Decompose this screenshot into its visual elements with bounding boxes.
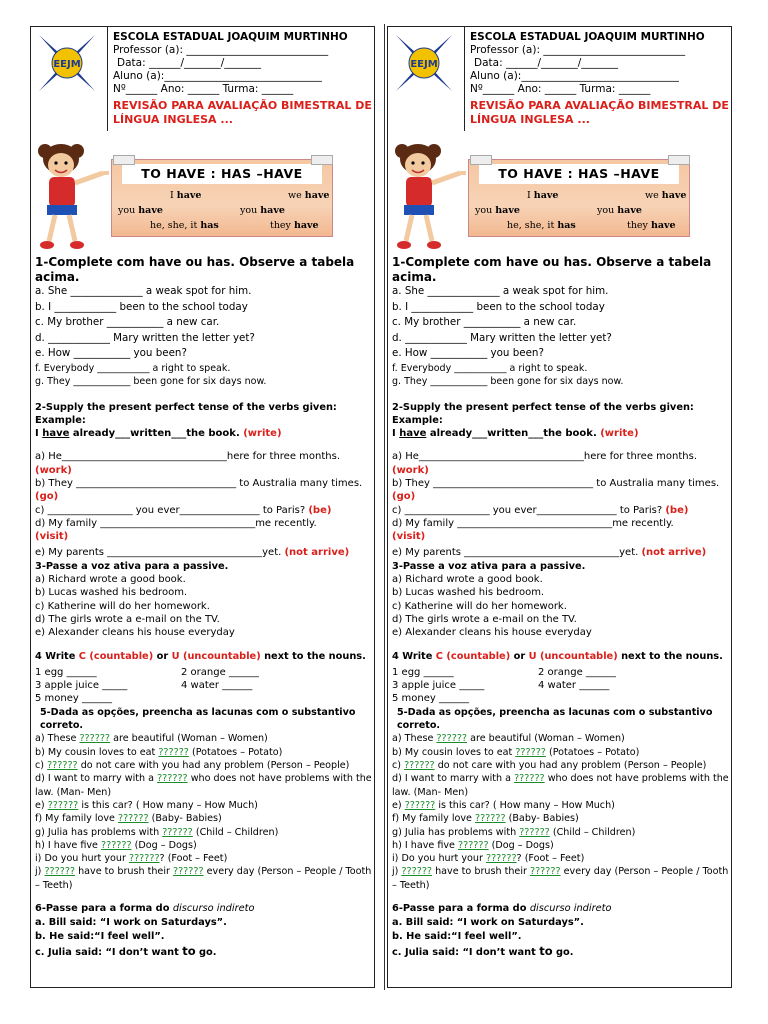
q4-noun[interactable]: 5 money ______ bbox=[392, 692, 469, 704]
q1-item[interactable]: g. They ____________ been gone for six days now. bbox=[392, 376, 624, 387]
q1-title: 1-Complete com have ou has. Observe a tabela acima. bbox=[392, 255, 712, 284]
q2-item[interactable]: b) They ________________________________ to Australia many times. (go) bbox=[392, 477, 720, 503]
school-name: ESCOLA ESTADUAL JOAQUIM MURTINHO bbox=[113, 31, 348, 43]
q5-title: 5-Dada as opções, preencha as lacunas com o substantivo correto. bbox=[40, 706, 356, 732]
q3-item[interactable]: e) Alexander cleans his house everyday bbox=[35, 627, 235, 639]
header-text bbox=[113, 31, 375, 127]
date-field[interactable]: Data: ______/_______/_______ bbox=[474, 57, 619, 69]
q4-noun[interactable]: 4 water ______ bbox=[181, 679, 253, 691]
q2-title: 2-Supply the present perfect tense of the verbs given: bbox=[392, 401, 694, 413]
q5-item[interactable]: f) My family love ?????? (Baby- Babies) bbox=[392, 813, 579, 825]
q5-item[interactable]: e) ?????? is this car? ( How many – How Much) bbox=[35, 799, 258, 811]
q6 bbox=[35, 902, 373, 960]
worksheet-right bbox=[387, 26, 732, 988]
girl-illustration-icon bbox=[35, 137, 111, 253]
q3-item[interactable]: a) Richard wrote a good book. bbox=[35, 574, 186, 586]
q5-item[interactable]: c) ?????? do not care with you had any problem (Person – People) bbox=[392, 760, 707, 772]
q1-list bbox=[35, 284, 373, 389]
q1-item[interactable]: e. How ___________ you been? bbox=[35, 347, 187, 359]
logo-box bbox=[31, 27, 108, 131]
number-year-class-field[interactable]: Nº______ Ano: ______ Turma: ______ bbox=[113, 83, 294, 95]
revision-title: REVISÃO PARA AVALIAÇÃO BIMESTRAL DE LÍNGUA INGLESA ... bbox=[470, 99, 729, 126]
q5-item[interactable]: h) I have five ?????? (Dog – Dogs) bbox=[392, 839, 554, 851]
q5-item[interactable]: e) ?????? is this car? ( How many – How Much) bbox=[392, 799, 615, 811]
logo-letters: EEJM bbox=[53, 59, 81, 70]
logo-letters: EEJM bbox=[410, 59, 438, 70]
q3-item[interactable]: c) Katherine will do her homework. bbox=[35, 600, 210, 612]
q1-list bbox=[392, 284, 730, 389]
q2-title: 2-Supply the present perfect tense of the verbs given: bbox=[35, 401, 337, 413]
q2-item[interactable]: c) _________________ you ever________________ to Paris? (be) bbox=[392, 504, 689, 516]
q2-item[interactable]: b) They ________________________________ to Australia many times. (go) bbox=[35, 477, 363, 503]
q5-item[interactable]: g) Julia has problems with ?????? (Child – Children) bbox=[392, 826, 636, 838]
q2-item[interactable]: c) _________________ you ever________________ to Paris? (be) bbox=[35, 504, 332, 516]
q5-item[interactable]: d) I want to marry with a ?????? who does not have problems with the law. (Man- Men) bbox=[35, 773, 372, 798]
q1-item[interactable]: b. I ____________ been to the school today bbox=[35, 300, 248, 313]
q6 bbox=[392, 902, 730, 960]
have-has-table bbox=[468, 159, 690, 237]
q3-item[interactable]: e) Alexander cleans his house everyday bbox=[392, 627, 592, 639]
row-we: we have bbox=[645, 190, 687, 201]
row-i: I have bbox=[170, 190, 202, 201]
q1-item[interactable]: c. My brother ___________ a new car. bbox=[392, 316, 577, 328]
q4-nouns bbox=[35, 666, 373, 706]
table-title: TO HAVE : HAS –HAVE bbox=[122, 164, 322, 184]
q2-example: I have already___written___the book. (write) bbox=[392, 428, 639, 440]
q2-example-label: Example: bbox=[35, 414, 86, 426]
q3-title: 3-Passe a voz ativa para a passive. bbox=[392, 560, 586, 572]
q6-title: 6-Passe para a forma do discurso indireto bbox=[392, 903, 612, 914]
q4-noun[interactable]: 2 orange ______ bbox=[538, 666, 616, 678]
q6-item[interactable]: c. Julia said: “I don’t want to go. bbox=[35, 944, 217, 958]
q4-title: 4 Write C (countable) or U (uncountable) next to the nouns. bbox=[35, 650, 366, 662]
q6-item[interactable]: b. He said:“I feel well”. bbox=[392, 931, 522, 942]
q5-item[interactable]: b) My cousin loves to eat ?????? (Potatoes – Potato) bbox=[35, 746, 283, 758]
q2-item[interactable]: e) My parents _______________________________yet. (not arrive) bbox=[35, 547, 350, 559]
q4-noun[interactable]: 4 water ______ bbox=[538, 679, 610, 691]
q3-item[interactable]: a) Richard wrote a good book. bbox=[392, 574, 543, 586]
q3-item[interactable]: c) Katherine will do her homework. bbox=[392, 600, 567, 612]
q6-item[interactable]: a. Bill said: “I work on Saturdays”. bbox=[392, 917, 584, 928]
pin-left bbox=[470, 155, 492, 165]
q1-item[interactable]: g. They ____________ been gone for six days now. bbox=[35, 376, 267, 387]
student-field[interactable]: Aluno (a):______________________________ bbox=[113, 70, 322, 82]
row-i: I have bbox=[527, 190, 559, 201]
q5-item[interactable]: h) I have five ?????? (Dog – Dogs) bbox=[35, 839, 197, 851]
header bbox=[388, 27, 733, 131]
number-year-class-field[interactable]: Nº______ Ano: ______ Turma: ______ bbox=[470, 83, 651, 95]
row-we: we have bbox=[288, 190, 330, 201]
q5-item[interactable]: c) ?????? do not care with you had any problem (Person – People) bbox=[35, 760, 350, 772]
q6-item[interactable]: b. He said:“I feel well”. bbox=[35, 931, 165, 942]
q4-noun[interactable]: 2 orange ______ bbox=[181, 666, 259, 678]
exercises bbox=[392, 255, 730, 960]
q1-item[interactable]: b. I ____________ been to the school today bbox=[392, 300, 605, 313]
q2-example-label: Example: bbox=[392, 414, 443, 426]
q5-item[interactable]: f) My family love ?????? (Baby- Babies) bbox=[35, 813, 222, 825]
q4-noun[interactable]: 5 money ______ bbox=[35, 692, 112, 704]
q6-title: 6-Passe para a forma do discurso indireto bbox=[35, 903, 255, 914]
q1-item[interactable]: d. ____________ Mary written the letter yet? bbox=[35, 331, 255, 344]
worksheet-left bbox=[30, 26, 375, 988]
q4-nouns bbox=[392, 666, 730, 706]
q5-item[interactable]: b) My cousin loves to eat ?????? (Potatoes – Potato) bbox=[392, 746, 640, 758]
q1-item[interactable]: e. How ___________ you been? bbox=[392, 347, 544, 359]
q5-item[interactable]: d) I want to marry with a ?????? who does not have problems with the law. (Man- Men) bbox=[392, 773, 729, 798]
q3-item[interactable]: d) The girls wrote a e-mail on the TV. bbox=[35, 613, 220, 625]
pin-right bbox=[311, 155, 333, 165]
professor-field[interactable]: Professor (a): ___________________________ bbox=[113, 44, 329, 56]
q2-example: I have already___written___the book. (write) bbox=[35, 428, 282, 440]
revision-title: REVISÃO PARA AVALIAÇÃO BIMESTRAL DE LÍNGUA INGLESA ... bbox=[113, 99, 372, 126]
q2-item[interactable]: a) He_________________________________here for three months. (work) bbox=[35, 451, 340, 476]
pin-right bbox=[668, 155, 690, 165]
q5-title: 5-Dada as opções, preencha as lacunas com o substantivo correto. bbox=[397, 706, 713, 732]
q2-item[interactable]: d) My family _______________________________me recently. (visit) bbox=[35, 517, 317, 543]
q1-item[interactable]: c. My brother ___________ a new car. bbox=[35, 316, 220, 328]
row-they: they have bbox=[627, 220, 676, 231]
q5-item[interactable]: i) Do you hurt your ??????? (Foot – Feet) bbox=[35, 853, 228, 865]
school-name: ESCOLA ESTADUAL JOAQUIM MURTINHO bbox=[470, 31, 705, 43]
row-you: you have bbox=[118, 205, 163, 216]
q5-item[interactable]: a) These ?????? are beautiful (Woman – Women) bbox=[35, 733, 268, 745]
q1-item[interactable]: d. ____________ Mary written the letter yet? bbox=[392, 331, 612, 344]
logo-box bbox=[388, 27, 465, 131]
q2-item[interactable]: e) My parents _______________________________yet. (not arrive) bbox=[392, 547, 707, 559]
q6-item[interactable]: a. Bill said: “I work on Saturdays”. bbox=[35, 917, 227, 928]
q5-item[interactable]: a) These ?????? are beautiful (Woman – Women) bbox=[392, 733, 625, 745]
q6-item[interactable]: c. Julia said: “I don’t want to go. bbox=[392, 944, 574, 958]
q4-noun[interactable]: 1 egg ______ bbox=[35, 666, 97, 678]
q3-item[interactable]: b) Lucas washed his bedroom. bbox=[35, 587, 188, 599]
q3-item[interactable]: b) Lucas washed his bedroom. bbox=[392, 587, 545, 599]
q4-noun[interactable]: 3 apple juice _____ bbox=[392, 679, 485, 691]
have-has-table bbox=[111, 159, 333, 237]
table-title: TO HAVE : HAS –HAVE bbox=[479, 164, 679, 184]
q3-item[interactable]: d) The girls wrote a e-mail on the TV. bbox=[392, 613, 577, 625]
exercises bbox=[35, 255, 373, 960]
row-he-she-it: he, she, it has bbox=[150, 220, 219, 231]
date-field[interactable]: Data: ______/_______/_______ bbox=[117, 57, 262, 69]
q4-noun[interactable]: 3 apple juice _____ bbox=[35, 679, 128, 691]
row-you-plural: you have bbox=[597, 205, 642, 216]
q5-list bbox=[35, 732, 373, 892]
school-logo-icon bbox=[37, 33, 97, 93]
q4-title: 4 Write C (countable) or U (uncountable) next to the nouns. bbox=[392, 650, 723, 662]
q2-item[interactable]: d) My family _______________________________me recently. (visit) bbox=[392, 517, 674, 543]
q1-item[interactable]: a. She ______________ a weak spot for him. bbox=[392, 285, 609, 297]
q4-noun[interactable]: 1 egg ______ bbox=[392, 666, 454, 678]
pin-left bbox=[113, 155, 135, 165]
q5-item[interactable]: g) Julia has problems with ?????? (Child – Children) bbox=[35, 826, 279, 838]
row-you: you have bbox=[475, 205, 520, 216]
q5-item[interactable]: i) Do you hurt your ??????? (Foot – Feet) bbox=[392, 853, 585, 865]
page-divider bbox=[384, 24, 385, 990]
girl-illustration-icon bbox=[392, 137, 468, 253]
header-text bbox=[470, 31, 732, 127]
row-you-plural: you have bbox=[240, 205, 285, 216]
q5-item[interactable]: j) ?????? have to brush their ?????? every day (Person – People / Tooth – Teeth) bbox=[392, 866, 729, 891]
q3-title: 3-Passe a voz ativa para a passive. bbox=[35, 560, 229, 572]
row-he-she-it: he, she, it has bbox=[507, 220, 576, 231]
q1-title: 1-Complete com have ou has. Observe a tabela acima. bbox=[35, 255, 355, 284]
student-field[interactable]: Aluno (a):______________________________ bbox=[470, 70, 679, 82]
row-they: they have bbox=[270, 220, 319, 231]
q5-list bbox=[392, 732, 730, 892]
q2-item[interactable]: a) He_________________________________here for three months. (work) bbox=[392, 451, 697, 476]
q1-item[interactable]: f. Everybody ___________ a right to speak. bbox=[392, 362, 588, 374]
q1-item[interactable]: a. She ______________ a weak spot for him. bbox=[35, 285, 252, 297]
q5-item[interactable]: j) ?????? have to brush their ?????? every day (Person – People / Tooth – Teeth) bbox=[35, 866, 372, 891]
q1-item[interactable]: f. Everybody ___________ a right to speak. bbox=[35, 362, 231, 374]
header bbox=[31, 27, 376, 131]
professor-field[interactable]: Professor (a): ___________________________ bbox=[470, 44, 686, 56]
school-logo-icon bbox=[394, 33, 454, 93]
